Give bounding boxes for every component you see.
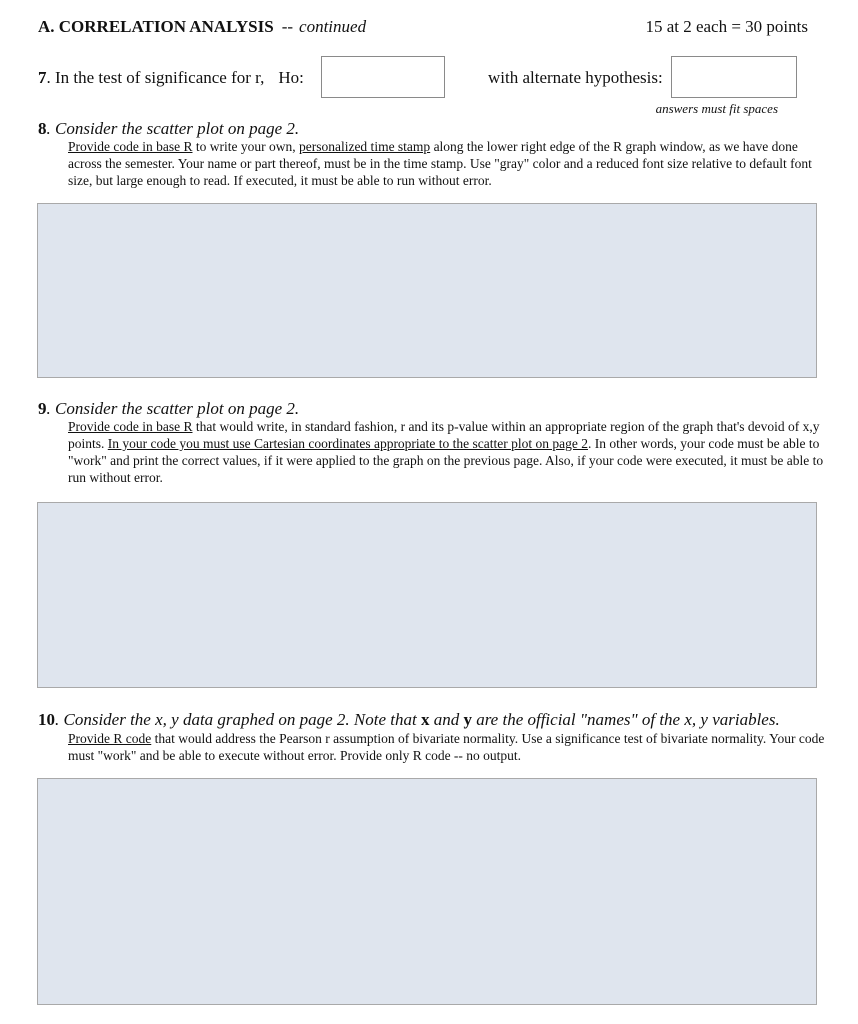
section-title: [38, 17, 366, 37]
section-separator: --: [281, 17, 294, 36]
question-9-heading-text: . Consider the scatter plot on page 2.: [46, 399, 300, 418]
question-7-text: . In the test of significance for r,: [46, 68, 265, 87]
question-9-link-cartesian: In your code you must use Cartesian coordinates appropriate to the scatter plot on page 2: [107, 436, 588, 451]
question-10-var-x: x: [420, 710, 430, 729]
question-9-instructions: [68, 418, 830, 486]
question-8-heading: [38, 119, 299, 139]
question-10-text-1: that would address the Pearson r assumption of bivariate normality. Use a significance test of bivariate normality. Your code must "work" and be able to execute without error. Provide only R code -- no output.: [68, 731, 825, 763]
question-10-link-r-code: Provide R code: [68, 731, 152, 746]
question-10-var-y: y: [463, 710, 472, 729]
section-continued: continued: [299, 17, 367, 36]
question-8-heading-text: . Consider the scatter plot on page 2.: [46, 119, 300, 138]
question-9-heading: [38, 399, 299, 419]
null-hypothesis-field[interactable]: [321, 56, 445, 98]
alt-hypothesis-field[interactable]: [671, 56, 797, 98]
question-9-link-base-r: Provide code in base R: [68, 419, 193, 434]
question-10-heading: [38, 710, 780, 730]
section-label: A. CORRELATION ANALYSIS: [38, 17, 274, 36]
question-8-link-time-stamp: personalized time stamp: [298, 139, 431, 154]
question-10-heading-c: are the official "names" of the x, y variables.: [471, 710, 780, 729]
answers-fit-note: answers must fit spaces: [655, 101, 778, 116]
points-label: 15 at 2 each = 30 points: [645, 17, 808, 36]
question-8-link-base-r: Provide code in base R: [68, 139, 193, 154]
question-9-answer-area[interactable]: [37, 502, 817, 688]
question-8-answer-area[interactable]: [37, 203, 817, 378]
ho-label: Ho:: [278, 68, 304, 87]
question-7-number: 7: [38, 68, 47, 87]
question-9-text-1: that would write, in standard fashion, r and its p-value within an appropriate region of the graph that's devoid of x,y points.: [68, 419, 820, 451]
question-10-heading-b: and: [429, 710, 464, 729]
question-9-number: 9: [38, 399, 47, 418]
alt-hypothesis-label: with alternate hypothesis:: [488, 68, 663, 87]
question-7-prompt: [38, 68, 304, 88]
question-8-text-1: to write your own,: [192, 139, 299, 154]
question-10-heading-a: . Consider the x, y data graphed on page 2. Note that: [55, 710, 421, 729]
question-9-text-2: . In other words, your code must be able to "work" and print the correct values, if it were applied to the graph on the previous page. Also, if your code were executed, it must be able to run without error.: [68, 436, 824, 485]
question-10-number: 10: [38, 710, 55, 729]
question-8-text-2: along the lower right edge of the R graph window, as we have done across the semester. Your name or part thereof, must be in the time stamp. Use "gray" color and a reduced font size relative to default font size, but large enough to read. If executed, it must be able to run without error.: [68, 139, 812, 188]
question-8-instructions: [68, 138, 830, 189]
question-10-answer-area[interactable]: [37, 778, 817, 1005]
question-10-instructions: [68, 730, 830, 764]
question-8-number: 8: [38, 119, 47, 138]
